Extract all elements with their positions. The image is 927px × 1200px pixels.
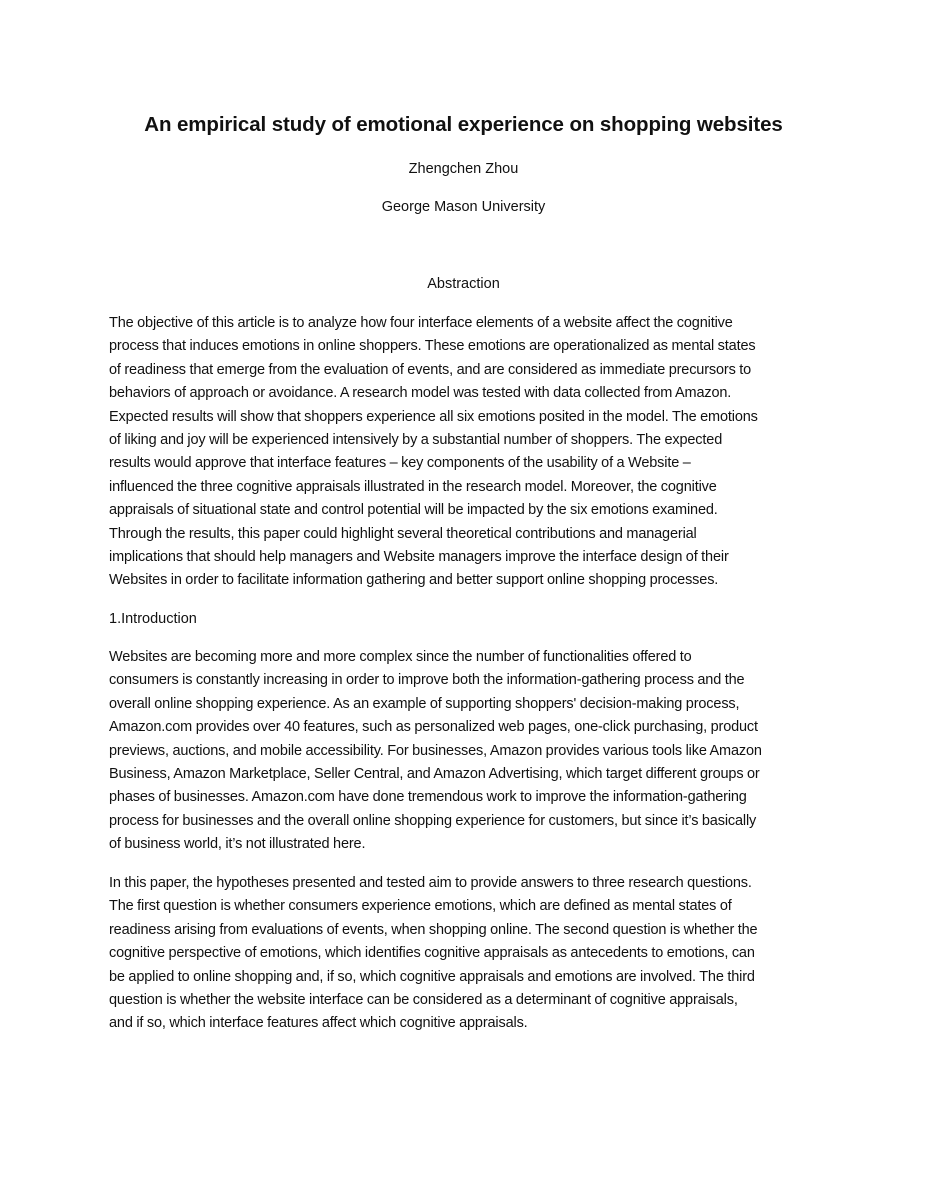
introduction-heading: 1.Introduction <box>109 611 197 627</box>
paragraph-line: process for businesses and the overall online shopping experience for customers, but since it’s basically <box>109 812 757 829</box>
abstract-line: influenced the three cognitive appraisals illustrated in the research model. Moreover, the cognitive <box>109 478 717 495</box>
paragraph-line: of business world, it’s not illustrated here. <box>109 836 366 853</box>
abstract-line: process that induces emotions in online shoppers. These emotions are operationalized as mental states <box>109 338 756 355</box>
abstract-line: of readiness that emerge from the evaluation of events, and are considered as immediate precursors to <box>109 361 752 378</box>
paragraph-line: and if so, which interface features affect which cognitive appraisals. <box>109 1015 528 1032</box>
paragraph-line: overall online shopping experience. As an example of supporting shoppers' decision-making process, <box>109 695 740 712</box>
author-name: Zhengchen Zhou <box>408 161 519 177</box>
author-affiliation: George Mason University <box>381 199 546 215</box>
abstract-paragraph <box>109 312 819 593</box>
paragraph-line: cognitive perspective of emotions, which identifies cognitive appraisals as antecedents to emotions, can <box>109 945 755 962</box>
abstract-heading: Abstraction <box>427 276 500 292</box>
paragraph-line: The first question is whether consumers experience emotions, which are defined as mental states of <box>109 898 732 915</box>
paragraph-line: consumers is constantly increasing in order to improve both the information-gathering process and the <box>109 672 745 689</box>
paragraph-line: be applied to online shopping and, if so, which cognitive appraisals and emotions are involved. The third <box>109 968 755 985</box>
abstract-line: behaviors of approach or avoidance. A research model was tested with data collected from Amazon. <box>109 385 732 402</box>
abstract-line: implications that should help managers and Website managers improve the interface design of their <box>109 549 729 566</box>
introduction-paragraph-2 <box>109 872 819 1036</box>
paragraph-line: previews, auctions, and mobile accessibility. For businesses, Amazon provides various tools like Amazon <box>109 742 762 759</box>
paragraph-line: readiness arising from evaluations of events, when shopping online. The second question is whether the <box>109 921 758 938</box>
abstract-line: appraisals of situational state and control potential will be impacted by the six emotions examined. <box>109 502 718 519</box>
abstract-line: The objective of this article is to analyze how four interface elements of a website affect the cognitive <box>109 315 733 331</box>
abstract-line: of liking and joy will be experienced intensively by a substantial number of shoppers. The expected <box>109 432 723 449</box>
abstract-line: Through the results, this paper could highlight several theoretical contributions and managerial <box>109 525 697 542</box>
paragraph-line: In this paper, the hypotheses presented and tested aim to provide answers to three research questions. <box>109 875 752 891</box>
abstract-line: Websites in order to facilitate information gathering and better support online shopping processes. <box>109 572 719 589</box>
introduction-paragraph-1 <box>109 646 819 857</box>
paper-title: An empirical study of emotional experience on shopping websites <box>144 113 783 136</box>
paragraph-line: question is whether the website interface can be considered as a determinant of cognitive appraisals, <box>109 992 738 1009</box>
abstract-line: Expected results will show that shoppers experience all six emotions posited in the model. The emotions <box>109 408 758 425</box>
paragraph-line: Websites are becoming more and more complex since the number of functionalities offered to <box>109 649 692 665</box>
paragraph-line: phases of businesses. Amazon.com have done tremendous work to improve the information-gathering <box>109 789 747 806</box>
abstract-line: results would approve that interface features – key components of the usability of a Website – <box>109 455 691 472</box>
paragraph-line: Amazon.com provides over 40 features, such as personalized web pages, one-click purchasing, product <box>109 719 758 736</box>
paragraph-line: Business, Amazon Marketplace, Seller Central, and Amazon Advertising, which target different groups or <box>109 766 760 783</box>
